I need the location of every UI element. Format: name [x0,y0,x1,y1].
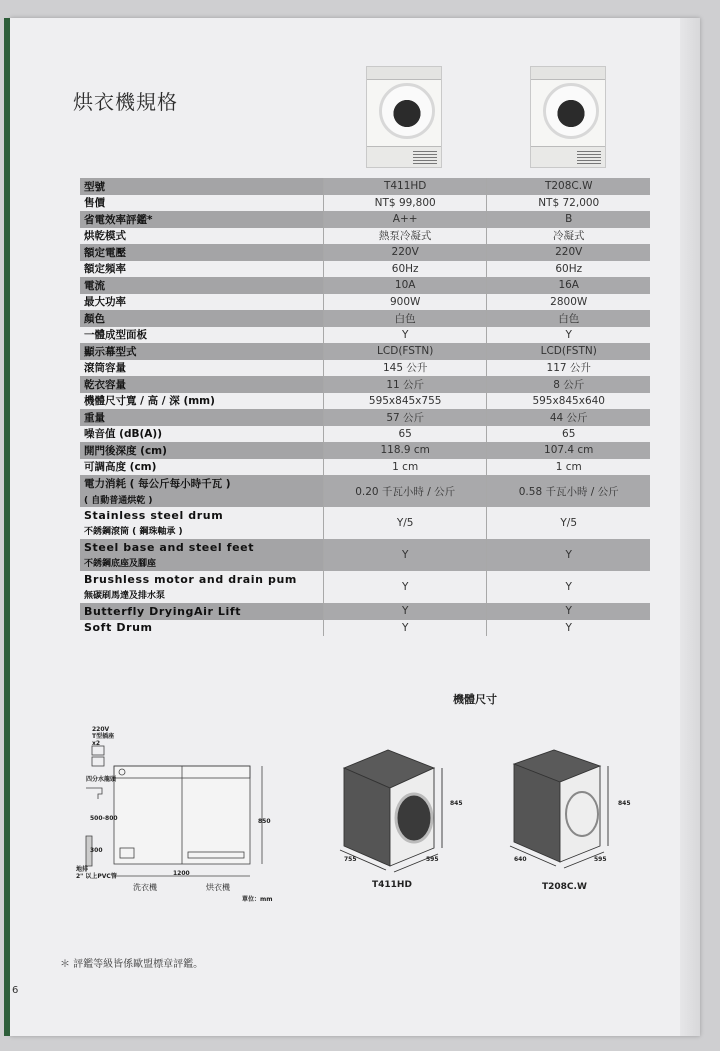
t411hd-value: 0.20 千瓦小時 / 公斤 [323,475,487,507]
t411hd-value: 11 公斤 [323,376,487,393]
t208cw-value: B [487,211,650,228]
spec-label-cell [80,507,323,539]
t208cw-value: 16A [487,277,650,294]
spec-label: 電流 [80,277,323,294]
t208cw-value: NT$ 72,000 [487,195,650,212]
t208cw-height: 845 [618,800,631,807]
page-fold [680,18,700,1036]
t208cw-value: 595x845x640 [487,393,650,410]
t411hd-value: 熱泵冷凝式 [323,228,487,245]
t411hd-value: 220V [323,244,487,261]
spec-row [80,442,650,459]
drain-height-label: 300 [90,847,103,854]
t208cw-value: 60Hz [487,261,650,278]
spec-label: 乾衣容量 [80,376,323,393]
spec-sublabel: 無碳刷馬達及排水泵 [84,591,166,601]
socket-icon [92,746,104,755]
t208cw-value: 冷凝式 [487,228,650,245]
spec-row [80,426,650,443]
t411hd-value: 595x845x755 [323,393,487,410]
brochure-page [10,18,700,1036]
spec-row [80,620,650,637]
spec-header-row [80,178,650,195]
spec-row [80,244,650,261]
t411hd-value: 900W [323,294,487,311]
t208cw-value: Y [487,571,650,603]
spec-row [80,571,650,603]
t208cw-value: 107.4 cm [487,442,650,459]
t411hd-value: A++ [323,211,487,228]
spec-row [80,327,650,344]
t411hd-value: 60Hz [323,261,487,278]
t208cw-value: 0.58 千瓦小時 / 公斤 [487,475,650,507]
hose-height-label: 500-800 [90,815,118,822]
spec-label-cell [80,539,323,571]
t208cw-value: 220V [487,244,650,261]
t411hd-value: Y [323,620,487,637]
t208cw-value: 8 公斤 [487,376,650,393]
faucet-icon [86,788,102,799]
spec-label: 噪音值 (dB(A)) [84,428,162,441]
spec-row [80,277,650,294]
t208cw-value: Y [487,620,650,637]
spec-row [80,376,650,393]
spec-sublabel: ( 自動普通烘乾 ) [84,496,153,506]
t208cw-value: Y [487,539,650,571]
spec-label: 額定電壓 [80,244,323,261]
spec-label: 電力消耗 ( 每公斤每小時千瓦 ) [84,478,231,490]
t208cw-value: LCD(FSTN) [487,343,650,360]
t208cw-value: 117 公升 [487,360,650,377]
faucet-label: 四分水龍頭 [86,776,117,783]
t411hd-value: Y [323,539,487,571]
t411hd-width: 595 [426,856,439,863]
spec-label-cell [80,571,323,603]
spec-table [80,178,650,636]
footnote: ＊ 評鑑等級皆係歐盟標章評鑑。 [60,959,204,970]
t208cw-value: Y/5 [487,507,650,539]
t208cw-photo [530,66,606,168]
spec-label: 額定頻率 [84,263,126,276]
install-width-label: 1200 [173,870,190,877]
t411hd-value: 145 公升 [323,360,487,377]
t411hd-value: 65 [323,426,487,443]
spec-row [80,507,650,539]
spec-label: Brushless motor and drain pum [84,573,297,586]
spec-label: 型號 [80,178,323,195]
t208cw-value: 65 [487,426,650,443]
t411hd-value: Y [323,603,487,620]
spec-label: Butterfly DryingAir Lift [80,603,323,620]
model-t208cw: T208C.W [487,178,650,195]
spec-label: 最大功率 [84,296,126,309]
t208cw-value: 白色 [487,310,650,327]
t208cw-value: 2800W [487,294,650,311]
spec-row [80,459,650,476]
spec-row [80,409,650,426]
unit-label: 單位：mm [242,896,273,903]
t411hd-depth: 755 [344,856,357,863]
spec-row [80,261,650,278]
spec-sublabel: 不銹鋼底座及腳座 [84,559,157,569]
spec-label: 滾筒容量 [84,362,126,375]
spec-label: Steel base and steel feet [84,541,255,554]
spec-row [80,195,650,212]
t411hd-value: 10A [323,277,487,294]
t208cw-value: 1 cm [487,459,650,476]
t411hd-value: Y [323,327,487,344]
t411hd-value: 57 公斤 [323,409,487,426]
t411hd-value: Y [323,571,487,603]
spec-label: 顯示幕型式 [80,343,323,360]
spec-row [80,294,650,311]
spec-row [80,539,650,571]
t411hd-value: LCD(FSTN) [323,343,487,360]
spec-label: Stainless steel drum [84,509,224,522]
spec-label: 顏色 [80,310,323,327]
drain-label: 地排 2" 以上PVC管 [76,866,117,880]
spec-row [80,360,650,377]
t208cw-value: Y [487,327,650,344]
spec-row [80,310,650,327]
spec-label: 烘乾模式 [84,230,126,243]
washer-label: 洗衣機 [133,883,157,892]
spec-label: 售價 [84,197,105,210]
page-number: 6 [12,985,19,996]
dryer-label: 烘衣機 [206,883,230,892]
page-title: 烘衣機規格 [73,90,178,114]
spec-row [80,393,650,410]
t411hd-photo [366,66,442,168]
install-height-label: 850 [258,818,271,825]
spec-label: 開門後深度 (cm) [80,442,323,459]
t208cw-value: 44 公斤 [487,409,650,426]
t208cw-depth: 640 [514,856,527,863]
t411hd-value: 1 cm [323,459,487,476]
spec-label: Soft Drum [84,621,153,635]
t208cw-value: Y [487,603,650,620]
spec-row [80,475,650,507]
spec-label-cell [80,475,323,507]
spec-label: 一體成型面板 [84,329,147,342]
spec-row [80,343,650,360]
spec-row [80,211,650,228]
t411hd-height: 845 [450,800,463,807]
spec-label: 可調高度 (cm) [84,461,157,474]
spec-row [80,228,650,245]
spec-label: 重量 [80,409,323,426]
spec-label: 機體尺寸寬 / 高 / 深 (mm) [84,395,215,408]
dimension-title: 機體尺寸 [453,693,497,706]
t411hd-value: NT$ 99,800 [323,195,487,212]
model-t411hd: T411HD [323,178,487,195]
t411hd-value: 白色 [323,310,487,327]
spec-label: 省電效率評鑑* [80,211,323,228]
t208cw-drawing-label: T208C.W [542,882,587,892]
t411hd-value: Y/5 [323,507,487,539]
spec-row [80,603,650,620]
t411hd-drawing-label: T411HD [372,880,412,890]
spec-sublabel: 不銹鋼滾筒 ( 鋼珠軸承 ) [84,527,183,537]
t208cw-width: 595 [594,856,607,863]
t411hd-value: 118.9 cm [323,442,487,459]
socket-label: 220V T型插座 x2 [92,726,115,747]
